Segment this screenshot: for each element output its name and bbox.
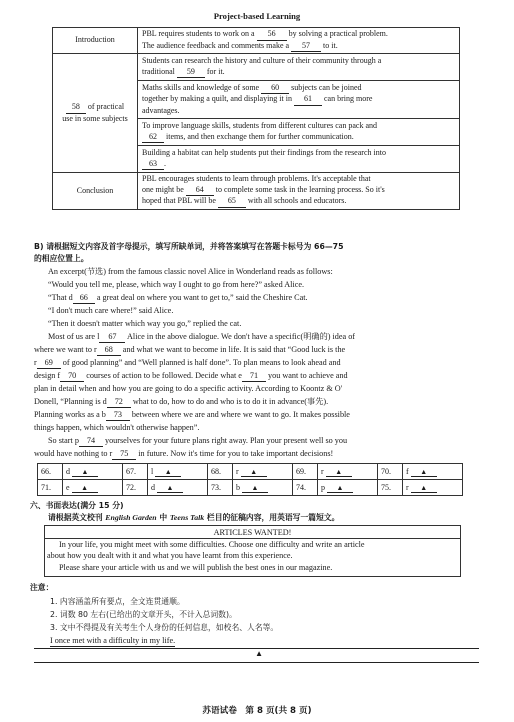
box-title: ARTICLES WANTED! (45, 526, 460, 539)
blank-60: 60 (261, 83, 289, 95)
blank-68: 68 (97, 344, 121, 356)
section-b-instruction-2: 的相应位置上。 (34, 254, 89, 263)
essay-opening: I once met with a difficulty in my life. (50, 635, 175, 647)
section6-heading: 六、书面表达(满分 15 分) (30, 501, 124, 510)
blank-74: 74 (79, 435, 103, 447)
language-skills-cell: To improve language skills, students from different cultures can pack and 62 items, and then exchange them for further communication. (138, 119, 460, 146)
history-culture-cell: Students can research the history and culture of their community through a traditional 59 for it. (138, 54, 460, 81)
page-footer: 苏语试卷 第 8 页(共 8 页) (202, 706, 312, 716)
blank-75: 75 (112, 448, 136, 460)
blank-62: 62 (142, 132, 164, 144)
pbl-summary-table (52, 27, 460, 210)
maths-skills-cell: Maths skills and knowledge of some 60 subjects can be joined together by making a quilt, and displaying it in 61 can bring more advantages. (138, 81, 460, 119)
row-label-conclusion: Conclusion (53, 173, 138, 210)
blank-66: 66 (73, 292, 95, 304)
notes-heading: 注意： (30, 583, 54, 592)
habitat-cell: Building a habitat can help students put their findings from the research into 63 . (138, 146, 460, 173)
blank-71: 71 (242, 370, 266, 382)
row-label-introduction: Introduction (53, 28, 138, 54)
blank-64: 64 (186, 185, 214, 197)
blank-59: 59 (177, 67, 205, 79)
blank-72: 72 (107, 396, 131, 408)
blank-58: 58 (66, 102, 86, 114)
note-1: 1. 内容涵盖所有要点，全文连贯通顺。 (50, 597, 185, 606)
conclusion-cell: PBL encourages students to learn through problems. It's acceptable that one might be 64 to complete some task in the learning process. So it's hoped that PBL will be 65 with all schools and educators. (138, 173, 460, 210)
blank-70: 70 (60, 370, 84, 382)
table-row (53, 54, 460, 81)
note-3: 3. 文中不得提及有关考生个人身份的任何信息，如校名、人名等。 (50, 623, 279, 632)
row-label-practical-use: 58 of practical use in some subjects (53, 54, 138, 173)
blank-63: 63 (142, 159, 164, 171)
blank-56: 56 (257, 29, 287, 41)
answer-grid (37, 463, 463, 496)
blank-69: 69 (37, 357, 61, 369)
answer-line (34, 662, 479, 663)
blank-57: 57 (291, 41, 321, 53)
blank-61: 61 (294, 94, 322, 106)
table-row: 71. e ▲ 72. d ▲ 73. b ▲ 74. p ▲ 75. r ▲ (38, 480, 463, 496)
table-title: Project-based Learning (213, 11, 301, 21)
introduction-cell: PBL requires students to work on a 56 by solving a practical problem. The audience feedback and comments make a 57 to it. (138, 28, 460, 54)
section-b-instruction: B) 请根据短文内容及首字母提示，填写所缺单词，并将答案填写在答题卡标号为 66—75 (34, 242, 344, 251)
table-row (53, 173, 460, 210)
answer-mark: ▲ (255, 649, 264, 658)
section6-instruction: 请根据英文校刊 English Garden 中 Teens Talk 栏目的征稿内容，用英语写一篇短文。 (48, 513, 340, 522)
blank-67: 67 (99, 331, 125, 343)
blank-65: 65 (218, 196, 246, 208)
table-row: 66. d ▲ 67. l ▲ 68. r ▲ 69. r ▲ 70. f ▲ (38, 464, 463, 480)
note-2: 2. 词数 80 左右(已给出的文章开头，不计入总词数)。 (50, 610, 237, 619)
table-row (53, 28, 460, 54)
articles-wanted-box: ARTICLES WANTED! In your life, you might meet with some difficulties. Choose one difficulty and write an article about how you dealt with it and what you have learnt from this experience. Please share your article with us and we will publish the best ones in our magazine. (44, 525, 461, 577)
blank-73: 73 (106, 409, 130, 421)
exam-page: Project-based Learning Introduction PBL requires students to work on a 56 by solving a practical problem. The audience feedback and comments make a 57 to it. 58 of practical use in some subjects Students can research the history and culture of their community through a traditional 59 for it. Maths skills and knowledge of some 60 subjects can be joined together by making a quilt, and displaying it in 61 can bring more advantages. To improve language skills, students from different cultures can pack and 62 items, and then exchange them for further communication. Building a habitat can help students put their findings from the research into 63 . Conclusion PBL encourages students to learn through problems. It's acceptable that one might be 64 to complete some task in the learning process. So it's hoped that PBL will be 65 with all schools and educators. B) 请根据短文内容及首字母提示，填写所缺单词，并将答案填写在答题卡标号为 66—75 的相应位置上。 An excerpt(节选) from the famous classic novel Alice in Wonderland reads as follows: “Would you tell me, please, which way I ought to go from here?” asked Alice. “That d 66 a great deal on where you want to get to,” said the Cheshire Cat. “I don't much care where!” said Alice. “Then it doesn't matter which way you go,” replied the cat. Most of us are l 67 Alice in the above dialogue. We don't have a specific(明确的) idea of where we want to r 68 and what we want to become in life. It is said that “Good luck is the r 69 of good planning” and “Well planned is half done”. To plan means to look ahead and design f 70 courses of action to be followed. Decide what e 71 you want to achieve and plan in detail when and how you are going to do a specific activity. According to Koontz & O' Donell, “Planning is d 72 what to do, how to do and who is to do it in advance(事先). Planning works as a b 73 between where we are and where we want to go. It makes possible things happen, which wouldn't otherwise happen”. So start p 74 yourselves for your future plans right away. Plan your present well so you would have nothing to r 75 in future. Now it's time for you to take important decisions! 66. d ▲ 67. l ▲ 68. r ▲ 69. r ▲ 70. f ▲ 71. e ▲ 72. d ▲ 73. b ▲ 74. p ▲ 75. r ▲ 六、书面表达(满分 15 分) 请根据英文校刊 English Garden 中 Teens Talk 栏目的征稿内容，用英语写一篇短文。 ARTICLES WANTED! In your life, you might meet with some difficulties. Choose one difficulty and write an article about how you dealt with it and what you have learnt from this experience. Please share your article with us and we will publish the best ones in our magazine. 注意： 1. 内容涵盖所有要点，全文连贯通顺。 2. 词数 80 左右(已给出的文章开头，不计入总词数)。 3. 文中不得提及有关考生个人身份的任何信息，如校名、人名等。 I once met with a difficulty in my life. ▲ 苏语试卷 第 8 页(共 8 页) (0, 0, 514, 722)
